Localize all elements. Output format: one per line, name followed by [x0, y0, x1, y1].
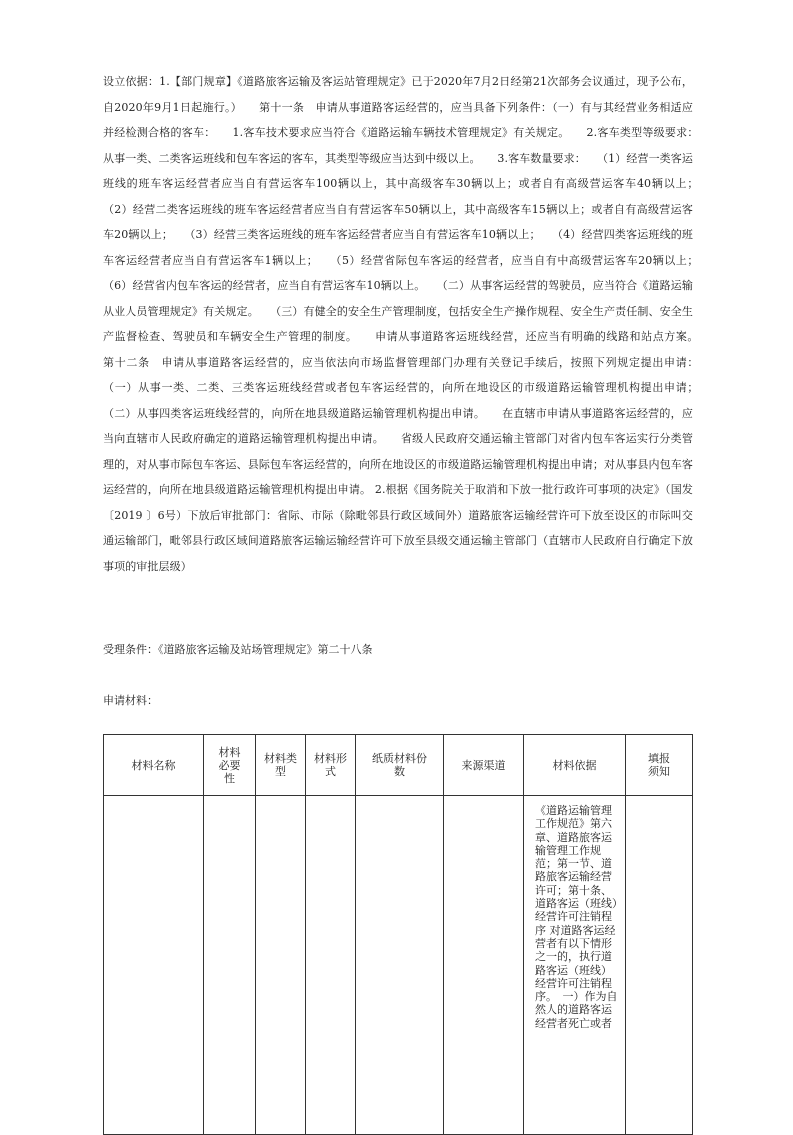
header-material-name: 材料名称: [104, 735, 204, 796]
header-necessity: 材料必要性: [204, 735, 256, 796]
header-filing-notes: 填报须知: [626, 735, 693, 796]
table-header-row: [104, 735, 693, 796]
establishment-basis-paragraph: 设立依据：1.【部门规章】《道路旅客运输及客运站管理规定》已于2020年7月2日经第21次部务会议通过，现予公布，自2020年9月1日起施行。） 第十一条 申请从事道路客运经营的，应当具备下列条件：（一）有与其经营业务相适应并经检测合格的客车： 1.客车技术要求应当符合《道路运输车辆技术管理规定》有关规定。 2.客车类型等级要求： 从事一类、二类客运班线和包车客运的客车，其类型等级应当达到中级以上。 3.客车数量要求： （1）经营一类客运班线的班车客运经营者应当自有营运客车100辆以上，其中高级客车30辆以上；或者自有高级营运客车40辆以上； （2）经营二类客运班线的班车客运经营者应当自有营运客车50辆以上，其中高级客车15辆以上；或者自有高级营运客车20辆以上； （3）经营三类客运班线的班车客运经营者应当自有营运客车10辆以上； （4）经营四类客运班线的班车客运经营者应当自有营运客车1辆以上； （5）经营省际包车客运的经营者，应当自有中高级营运客车20辆以上； （6）经营省内包车客运的经营者，应当自有营运客车10辆以上。 （二）从事客运经营的驾驶员，应当符合《道路运输从业人员管理规定》有关规定。 （三）有健全的安全生产管理制度，包括安全生产操作规程、安全生产责任制、安全生产监督检查、驾驶员和车辆安全生产管理的制度。 申请从事道路客运班线经营，还应当有明确的线路和站点方案。 第十二条 申请从事道路客运经营的，应当依法向市场监督管理部门办理有关登记手续后，按照下列规定提出申请： （一）从事一类、二类、三类客运班线经营或者包车客运经营的，向所在地设区的市级道路运输管理机构提出申请； （二）从事四类客运班线经营的，向所在地县级道路运输管理机构提出申请。 在直辖市申请从事道路客运经营的，应当向直辖市人民政府确定的道路运输管理机构提出申请。 省级人民政府交通运输主管部门对省内包车客运实行分类管理的，对从事市际包车客运、县际包车客运经营的，向所在地设区的市级道路运输管理机构提出申请；对从事县内包车客运经营的，向所在地县级道路运输管理机构提出申请。 2.根据《国务院关于取消和下放一批行政许可事项的决定》（国发〔2019 〕6号）下放后审批部门：省际、市际（除毗邻县行政区域间外）道路旅客运输经营许可下放至设区的市际叫交通运输部门，毗邻县行政区域间道路旅客运输运输经营许可下放至县级交通运输主管部门（直辖市人民政府自行确定下放事项的审批层级）: [103, 75, 716, 573]
acceptance-condition: 受理条件：《道路旅客运输及站场管理规定》第二十八条: [103, 643, 373, 656]
header-material-form: 材料形式: [306, 735, 356, 796]
cell-necessity: [204, 796, 256, 1135]
cell-material-form: [306, 796, 356, 1135]
header-paper-copies: 纸质材料份数: [356, 735, 444, 796]
materials-heading: 申请材料：: [103, 694, 158, 707]
cell-material-name: [104, 796, 204, 1135]
header-material-type: 材料类型: [256, 735, 306, 796]
cell-material-type: [256, 796, 306, 1135]
cell-filing-notes: [626, 796, 693, 1135]
cell-source-channel: [444, 796, 524, 1135]
cell-material-basis: 《道路运输管理工作规范》第六章、道路旅客运输管理工作规范；第一节、道路旅客运输经营许可；第十条、道路客运（班线）经营许可注销程序 对道路客运经营者有以下情形之一的，执行道路客运（班线）经营许可注销程序。 一）作为自然人的道路客运经营者死亡或者: [524, 796, 626, 1135]
table-row: [104, 796, 693, 1135]
materials-table: [103, 734, 693, 1135]
cell-paper-copies: [356, 796, 444, 1135]
header-material-basis: 材料依据: [524, 735, 626, 796]
header-source-channel: 来源渠道: [444, 735, 524, 796]
